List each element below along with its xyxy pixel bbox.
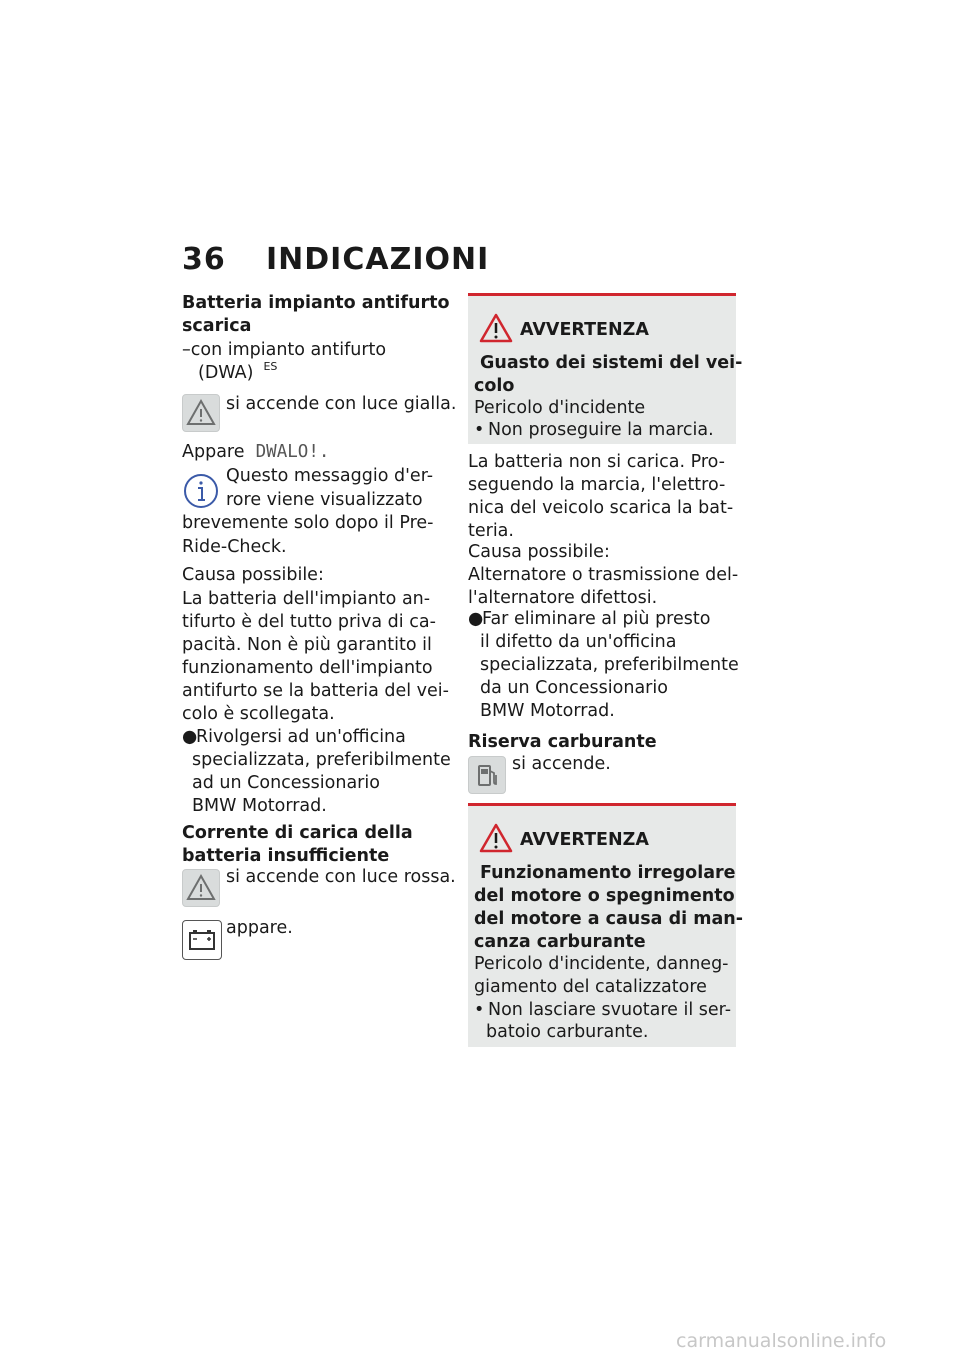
fuel-pump-icon <box>468 756 506 794</box>
cause-line: funzionamento dell'impianto <box>182 658 433 678</box>
action-line-right: il difetto da un'officina <box>480 632 677 652</box>
para-line: teria. <box>468 521 514 541</box>
cause-line: colo è scollegata. <box>182 704 335 724</box>
bullet: • <box>474 420 485 440</box>
action-item <box>182 726 406 749</box>
section-title-charge-2: batteria insufficiente <box>182 846 390 866</box>
cause-line: pacità. Non è più garantito il <box>182 635 432 655</box>
action-line-right: Far eliminare al più presto <box>482 609 711 629</box>
warning-subtitle-2: del motore o spegnimento <box>474 886 735 906</box>
warning-subtitle-3: del motore a causa di man- <box>474 909 743 929</box>
warning-action-2: batoio carburante. <box>486 1022 649 1042</box>
action-line: Rivolgersi ad un'officina <box>196 727 406 747</box>
warning-triangle-icon <box>478 312 514 344</box>
cause-line: tifurto è del tutto priva di ca- <box>182 612 436 632</box>
warning-subtitle-2: colo <box>474 376 515 396</box>
warning-box-vehicle-systems <box>468 293 743 444</box>
page-number: 36 <box>182 242 226 277</box>
warning-action <box>474 419 714 442</box>
info-cont-2: Ride-Check. <box>182 537 287 557</box>
cause-label-right: Causa possibile: <box>468 542 610 562</box>
warning-triangle-icon <box>182 394 220 432</box>
fuel-lights-text: si accende. <box>512 754 611 774</box>
warning-action-text: Non proseguire la marcia. <box>488 420 714 440</box>
dwa-market-sup: ES <box>263 360 278 373</box>
info-cont-1: brevemente solo dopo il Pre- <box>182 513 434 533</box>
section-title-fuel: Riserva carburante <box>468 732 657 752</box>
warning-subtitle-4: canza carburante <box>474 932 646 952</box>
action-line: BMW Motorrad. <box>192 796 327 816</box>
display-code: DWALO!. <box>255 442 330 462</box>
action-item-right <box>468 608 710 631</box>
info-icon <box>182 472 220 510</box>
warning-box-fuel <box>468 803 743 1047</box>
appare-line <box>182 441 329 464</box>
para-line: seguendo la marcia, l'elettro- <box>468 475 726 495</box>
cause-line: antifurto se la batteria del vei- <box>182 681 449 701</box>
action-line: ad un Concessionario <box>192 773 380 793</box>
para-line: nica del veicolo scarica la bat- <box>468 498 734 518</box>
warning-triangle-icon <box>182 869 220 907</box>
action-line-right: BMW Motorrad. <box>480 701 615 721</box>
warning-subtitle-1: Funzionamento irregolare <box>480 863 736 883</box>
warning-risk-2: giamento del catalizzatore <box>474 977 707 997</box>
warning-action-text: Non lasciare svuotare il ser- <box>488 1000 732 1020</box>
warning-risk-1: Pericolo d'incidente, danneg- <box>474 954 729 974</box>
bullet: ● <box>468 609 484 629</box>
section-title-charge-1: Corrente di carica della <box>182 823 413 843</box>
warning-title: AVVERTENZA <box>520 830 649 850</box>
warning-triangle-icon <box>478 822 514 854</box>
bullet: • <box>474 1000 485 1020</box>
battery-icon <box>182 920 222 960</box>
chapter-title: INDICAZIONI <box>266 242 490 277</box>
warning-title: AVVERTENZA <box>520 320 649 340</box>
footer-watermark: carmanualsonline.info <box>676 1330 887 1352</box>
bullet: ● <box>182 727 198 747</box>
action-line-right: specializzata, preferibilmente <box>480 655 739 675</box>
lights-yellow-text: si accende con luce gialla. <box>226 394 457 414</box>
warning-action-1 <box>474 999 731 1022</box>
cause-line: La batteria dell'impianto an- <box>182 589 431 609</box>
dwa-label-line <box>198 362 277 386</box>
appare-label: Appare <box>182 442 245 462</box>
dwa-label: (DWA) <box>198 363 254 383</box>
action-line-right: da un Concessionario <box>480 678 668 698</box>
action-line: specializzata, preferibilmente <box>192 750 451 770</box>
section-title-antitheft-2: scarica <box>182 316 252 336</box>
info-line-2: rore viene visualizzato <box>226 490 423 510</box>
lights-red-text: si accende con luce rossa. <box>226 867 456 887</box>
warning-subtitle-1: Guasto dei sistemi del vei- <box>480 353 743 373</box>
warning-risk: Pericolo d'incidente <box>474 398 646 418</box>
dwa-condition: –con impianto antifurto <box>182 340 387 360</box>
cause-line-right: l'alternatore difettosi. <box>468 588 658 608</box>
info-line-1: Questo messaggio d'er- <box>226 466 434 486</box>
section-title-antitheft-1: Batteria impianto antifurto <box>182 293 450 313</box>
para-line: La batteria non si carica. Pro- <box>468 452 725 472</box>
cause-label: Causa possibile: <box>182 565 324 585</box>
appare-text: appare. <box>226 918 293 938</box>
cause-line-right: Alternatore o trasmissione del- <box>468 565 739 585</box>
